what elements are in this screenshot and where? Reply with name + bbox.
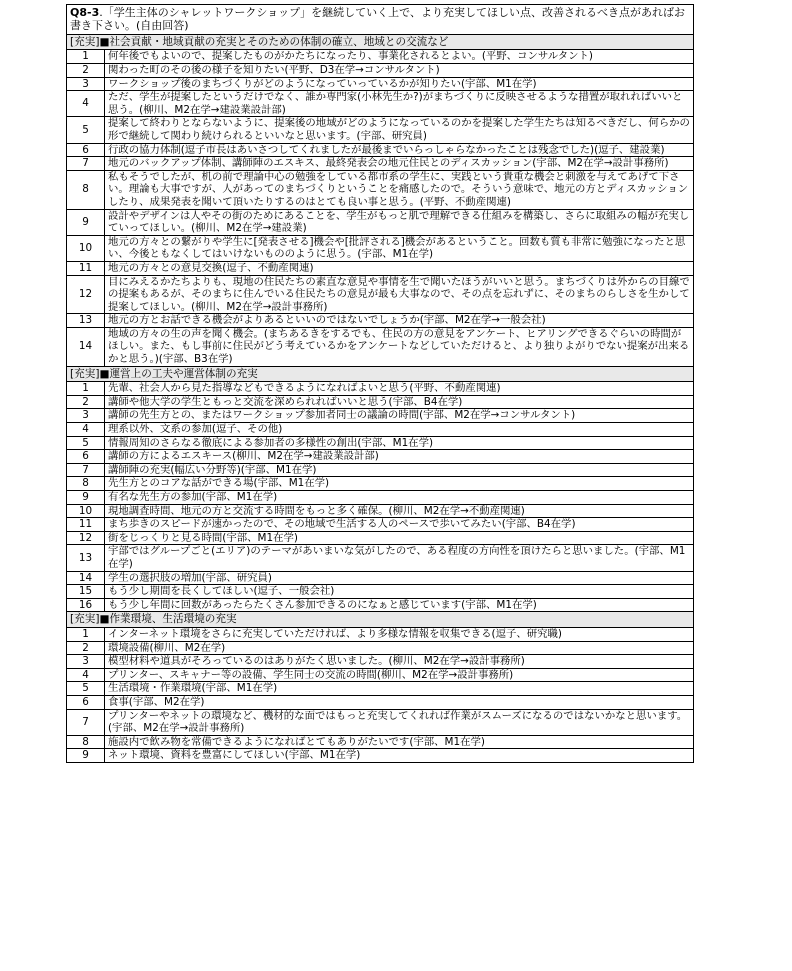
section-header: [充実]■運営上の工夫や運営体制の充実 [67, 366, 694, 382]
row-number: 3 [67, 655, 105, 669]
row-number: 16 [67, 598, 105, 612]
survey-table-body [67, 5, 694, 763]
table-row [67, 50, 694, 64]
table-row [67, 477, 694, 491]
response-text: 地元の方とお話できる機会がよりあるといいのではないでしょうか(宇部、M2在学→一般会社) [105, 314, 694, 328]
table-row [67, 261, 694, 275]
table-row [67, 64, 694, 78]
response-text: 生活環境・作業環境(宇部、M1在学) [105, 682, 694, 696]
table-row [67, 518, 694, 532]
response-text: 提案して終わりとならないように、提案後の地域がどのようになっているのかを提案した学生たちは知るべきだし、何らかの形で継続して関わり続けられるといいなと思います。(宇部、研究員) [105, 117, 694, 143]
row-number: 9 [67, 491, 105, 505]
table-row [67, 668, 694, 682]
response-text: 講師の先生方との、またはワークショップ参加者同士の議論の時間(宇部、M2在学→コンサルタント) [105, 409, 694, 423]
table-row [67, 682, 694, 696]
row-number: 6 [67, 450, 105, 464]
response-text: 行政の協力体制(逗子市長はあいさつしてくれましたが最後までいらっしゃらなかったことは残念でした)(逗子、建設業) [105, 143, 694, 157]
row-number: 1 [67, 627, 105, 641]
table-row [67, 275, 694, 314]
response-text: もう少し期間を長くしてほしい(逗子、一般会社) [105, 585, 694, 599]
response-text: 食事(宇部、M2在学) [105, 695, 694, 709]
row-number: 6 [67, 695, 105, 709]
row-number: 8 [67, 477, 105, 491]
row-number: 5 [67, 682, 105, 696]
row-number: 5 [67, 117, 105, 143]
table-row [67, 327, 694, 366]
table-row [67, 117, 694, 143]
table-row [67, 157, 694, 171]
response-text: 宇部ではグループごと(エリア)のテーマがあいまいな気がしたので、ある程度の方向性を頂けたらと思いました。(宇部、M1在学) [105, 545, 694, 571]
table-row [67, 585, 694, 599]
response-text: 関わった町のその後の様子を知りたい(平野、D3在学→コンサルタント) [105, 64, 694, 78]
table-row [67, 504, 694, 518]
row-number: 14 [67, 327, 105, 366]
table-row [67, 641, 694, 655]
response-text: 環境設備(柳川、M2在学) [105, 641, 694, 655]
response-text: 理系以外、文系の参加(逗子、その他) [105, 423, 694, 437]
row-number: 4 [67, 91, 105, 117]
section-header-row [67, 612, 694, 628]
row-number: 3 [67, 409, 105, 423]
question-title [67, 5, 694, 35]
row-number: 1 [67, 382, 105, 396]
response-text: 地元の方々との繋がりや学生に[発表させる]機会や[批評される]機会があるということ。回数も質も非常に勉強になったと思い、今後ともなくしてはいけないもののように思う。(宇部、M1在学) [105, 235, 694, 261]
row-number: 2 [67, 641, 105, 655]
row-number: 10 [67, 235, 105, 261]
table-row [67, 627, 694, 641]
table-row [67, 463, 694, 477]
response-text: 情報周知のさらなる徹底による参加者の多様性の創出(宇部、M1在学) [105, 436, 694, 450]
table-row [67, 235, 694, 261]
response-text: 講師陣の充実(幅広い分野等)(宇部、M1在学) [105, 463, 694, 477]
table-row [67, 436, 694, 450]
table-row [67, 314, 694, 328]
response-text: ただ、学生が提案したというだけでなく、誰か専門家(小林先生か?)がまちづくりに反映させるような措置が取れればいいと思う。(柳川、M2在学→建設業設計部) [105, 91, 694, 117]
row-number: 2 [67, 64, 105, 78]
response-text: 先輩、社会人から見た指導などもできるようになればよいと思う(平野、不動産関連) [105, 382, 694, 396]
row-number: 8 [67, 170, 105, 209]
response-text: 地域の方々の生の声を聞く機会。(まちあるきをするでも、住民の方の意見をアンケート、ヒアリングできるぐらいの時間がほしい。また、もし事前に住民がどう考えているかをアンケートなどしていただけると、より独りよがりでない提案が出来るかと思う。)(宇部、B3在学) [105, 327, 694, 366]
table-row [67, 735, 694, 749]
row-number: 3 [67, 77, 105, 91]
response-text: 学生の選択肢の増加(宇部、研究員) [105, 571, 694, 585]
response-text: プリンターやネットの環境など、機材的な面ではもっと充実してくれれば作業がスムーズになるのではないかなと思います。(宇部、M2在学→設計事務所) [105, 709, 694, 735]
response-text: 私もそうでしたが、机の前で理論中心の勉強をしている都市系の学生に、実践という貴重な機会と刺激を与えてあげて下さい。理論も大事ですが、人があってのまちづくりということを痛感したので。そういう意味で、地元の方とディスカッションしたり、成果発表を聞いて頂いたりするのはとても良い事と思う。(平野、不動産関連) [105, 170, 694, 209]
response-text: プリンター、スキャナー等の設備、学生同士の交流の時間(柳川、M2在学→設計事務所) [105, 668, 694, 682]
row-number: 8 [67, 735, 105, 749]
row-number: 4 [67, 423, 105, 437]
section-header: [充実]■作業環境、生活環境の充実 [67, 612, 694, 628]
row-number: 12 [67, 275, 105, 314]
row-number: 13 [67, 545, 105, 571]
table-row [67, 382, 694, 396]
response-text: 地元のバックアップ体制、講師陣のエスキス、最終発表会の地元住民とのディスカッション(宇部、M2在学→設計事務所) [105, 157, 694, 171]
response-text: ネット環境、資料を豊富にしてほしい(宇部、M1在学) [105, 749, 694, 763]
question-text: .「学生主体のシャレットワークショップ」を継続していく上で、より充実してほしい点、改善されるべき点があればお書き下さい。(自由回答) [70, 6, 685, 33]
row-number: 12 [67, 531, 105, 545]
response-text: まち歩きのスピードが速かったので、その地域で生活する人のペースで歩いてみたい(宇部、B4在学) [105, 518, 694, 532]
title-row [67, 5, 694, 35]
table-row [67, 143, 694, 157]
row-number: 9 [67, 749, 105, 763]
row-number: 13 [67, 314, 105, 328]
row-number: 7 [67, 709, 105, 735]
response-text: 目にみえるかたちよりも、現地の住民たちの素直な意見や事情を生で聞いたほうがいいと思う。まちづくりは外からの目線での提案もあるが、そのまちに住んでいる住民たちの意見が最も大事なので、その点を忘れずに、そのまちのらしさを生かして提案してほしい。(柳川、M2在学→設計事務所) [105, 275, 694, 314]
question-number: Q8-3 [70, 6, 100, 19]
survey-document [66, 4, 694, 763]
table-row [67, 423, 694, 437]
row-number: 7 [67, 157, 105, 171]
table-row [67, 531, 694, 545]
table-row [67, 749, 694, 763]
section-header: [充実]■社会貢献・地域貢献の充実とそのための体制の確立、地域との交流など [67, 34, 694, 50]
table-row [67, 395, 694, 409]
row-number: 11 [67, 261, 105, 275]
survey-table [66, 4, 694, 763]
response-text: 何年後でもよいので、提案したものがかたちになったり、事業化されるとよい。(平野、コンサルタント) [105, 50, 694, 64]
row-number: 7 [67, 463, 105, 477]
table-row [67, 491, 694, 505]
response-text: 地元の方々との意見交換(逗子、不動産関連) [105, 261, 694, 275]
response-text: 設計やデザインは人やその街のためにあることを、学生がもっと肌で理解できる仕組みを構築し、さらに取組みの幅が充実していってほしい。(柳川、M2在学→建設業) [105, 209, 694, 235]
table-row [67, 655, 694, 669]
row-number: 11 [67, 518, 105, 532]
table-row [67, 77, 694, 91]
response-text: インターネット環境をさらに充実していただければ、より多様な情報を収集できる(逗子、研究職) [105, 627, 694, 641]
response-text: 講師や他大学の学生ともっと交流を深められればいいと思う(宇部、B4在学) [105, 395, 694, 409]
row-number: 6 [67, 143, 105, 157]
section-header-row [67, 34, 694, 50]
table-row [67, 409, 694, 423]
table-row [67, 598, 694, 612]
table-row [67, 91, 694, 117]
response-text: 現地調査時間、地元の方と交流する時間をもっと多く確保。(柳川、M2在学→不動産関連) [105, 504, 694, 518]
row-number: 10 [67, 504, 105, 518]
response-text: 模型材料や道具がそろっているのはありがたく思いました。(柳川、M2在学→設計事務所) [105, 655, 694, 669]
row-number: 15 [67, 585, 105, 599]
table-row [67, 209, 694, 235]
row-number: 2 [67, 395, 105, 409]
table-row [67, 450, 694, 464]
response-text: 有名な先生方の参加(宇部、M1在学) [105, 491, 694, 505]
response-text: もう少し年間に回数があったらたくさん参加できるのになぁと感じています(宇部、M1在学) [105, 598, 694, 612]
table-row [67, 545, 694, 571]
row-number: 1 [67, 50, 105, 64]
table-row [67, 709, 694, 735]
table-row [67, 170, 694, 209]
response-text: 施設内で飲み物を常備できるようになればとてもありがたいです(宇部、M1在学) [105, 735, 694, 749]
response-text: 講師の方によるエスキース(柳川、M2在学→建設業設計部) [105, 450, 694, 464]
response-text: 先生方とのコアな話ができる場(宇部、M1在学) [105, 477, 694, 491]
row-number: 9 [67, 209, 105, 235]
row-number: 14 [67, 571, 105, 585]
section-header-row [67, 366, 694, 382]
table-row [67, 571, 694, 585]
response-text: 街をじっくりと見る時間(宇部、M1在学) [105, 531, 694, 545]
table-row [67, 695, 694, 709]
response-text: ワークショップ後のまちづくりがどのようになっていっているかが知りたい(宇部、M1在学) [105, 77, 694, 91]
row-number: 4 [67, 668, 105, 682]
row-number: 5 [67, 436, 105, 450]
